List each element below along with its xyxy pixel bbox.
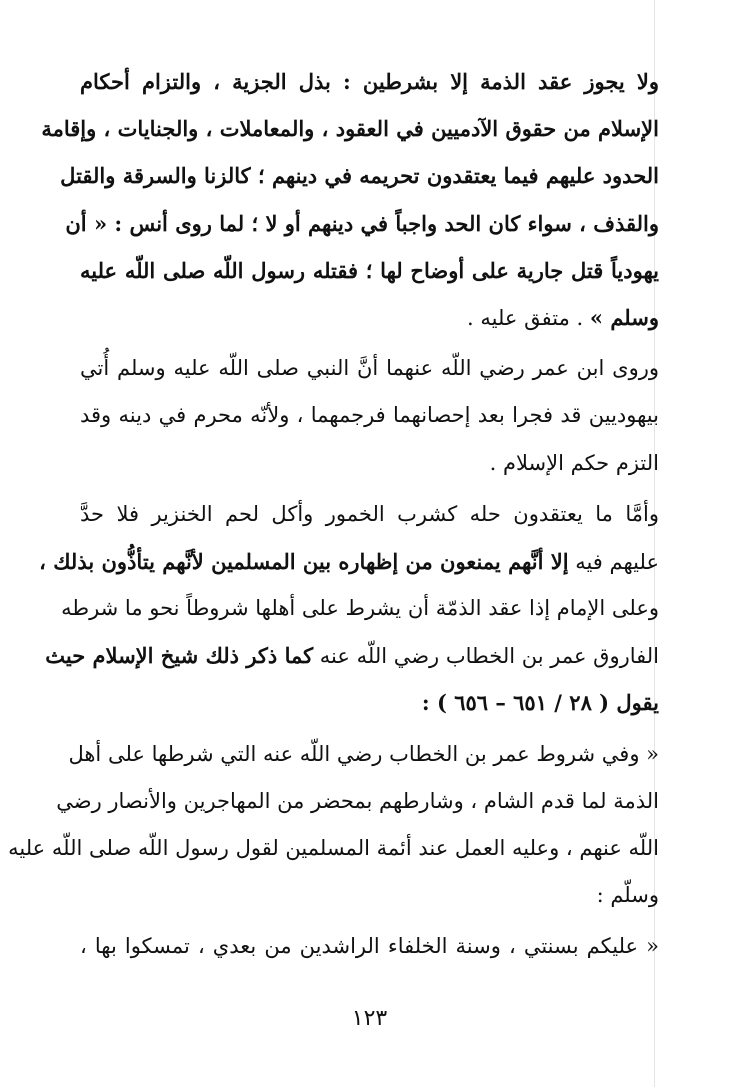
bold-text-run: ولا يجوز عقد الذمة إلا بشرطين : بذل الجزية ، والتزام أحكام [80, 69, 659, 94]
body-text [8, 58, 659, 971]
text-line [80, 247, 659, 294]
text-line [80, 491, 659, 538]
book-page [8, 0, 659, 1087]
text-line [8, 825, 659, 872]
text-run: وعلى الإمام إذا عقد الذمّة أن يشرط على أهلها شروطاً نحو ما شرطه [61, 596, 659, 621]
text-run: وأمَّا ما يعتقدون حله كشرب الخمور وأكل لحم الخنزير فلا حدَّ [80, 501, 659, 526]
text-line [80, 440, 659, 487]
text-line [41, 105, 659, 152]
text-line [80, 872, 659, 919]
text-line [39, 538, 659, 585]
paragraph [80, 345, 659, 487]
text-line [80, 923, 659, 970]
paragraph [39, 491, 659, 727]
text-line [80, 294, 659, 341]
bold-text-run: إلا أنَّهم يمنعون من إظهاره بين المسلمين لأنَّهم يتأذُّون بذلك ، [39, 548, 569, 574]
page-number: ١٢٣ [351, 1006, 388, 1031]
text-run: وسلّم : [596, 883, 659, 908]
bold-text-run: كما ذكر ذلك شيخ الإسلام حيث [45, 643, 314, 669]
paragraph [80, 923, 659, 970]
text-run: الذمة لما قدم الشام ، وشارطهم بمحضر من المهاجرين والأنصار رضي [56, 788, 659, 813]
text-line [68, 731, 659, 778]
text-run: التزم حكم الإسلام . [489, 450, 659, 475]
text-line [80, 58, 659, 105]
text-run: « وفي شروط عمر بن الخطاب رضي اللّه عنه التي شرطها على أهل [68, 741, 659, 766]
text-line [61, 585, 659, 632]
text-run: اللّه عنهم ، وعليه العمل عند أئمة المسلمين لقول رسول اللّه صلى اللّه عليه [8, 836, 659, 860]
text-line [80, 392, 659, 439]
paragraph [8, 731, 659, 920]
text-line [80, 345, 659, 392]
text-run: عليهم فيه [568, 549, 659, 574]
text-run: وروى ابن عمر رضي اللّه عنهما أنَّ النبي صلى اللّه عليه وسلم أُتي [80, 356, 659, 381]
bold-text-run: الحدود عليهم فيما يعتقدون تحريمه في دينهم ؛ كالزنا والسرقة والقتل [60, 163, 659, 189]
text-run: بيهوديين قد فجرا بعد إحصانهما فرجمهما ، ولأنّه محرم في دينه وقد [80, 403, 659, 428]
text-line [65, 200, 659, 247]
text-line [80, 679, 659, 726]
text-run: الفاروق عمر بن الخطاب رضي اللّه عنه [313, 644, 659, 669]
paragraph [41, 58, 659, 341]
bold-text-run: يقول ( ٢٨ / ٦٥١ – ٦٥٦ ) : [421, 690, 659, 716]
text-line [45, 632, 659, 679]
bold-text-run: وسلم » [589, 304, 659, 330]
bold-text-run: يهودياً قتل جارية على أوضاح لها ؛ فقتله رسول اللّه صلى اللّه عليه [80, 257, 659, 283]
bold-text-run: الإسلام من حقوق الآدميين في العقود ، والمعاملات ، والجنايات ، وإقامة [41, 116, 659, 142]
bold-text-run: والقذف ، سواء كان الحد واجباً في دينهم أو لا ؛ لما روى أنس : « أن [65, 210, 659, 236]
text-line [56, 778, 659, 825]
text-run: « عليكم بسنتي ، وسنة الخلفاء الراشدين من بعدي ، تمسكوا بها ، [80, 934, 659, 959]
text-line [60, 152, 659, 199]
text-run: . متفق عليه . [467, 305, 590, 330]
